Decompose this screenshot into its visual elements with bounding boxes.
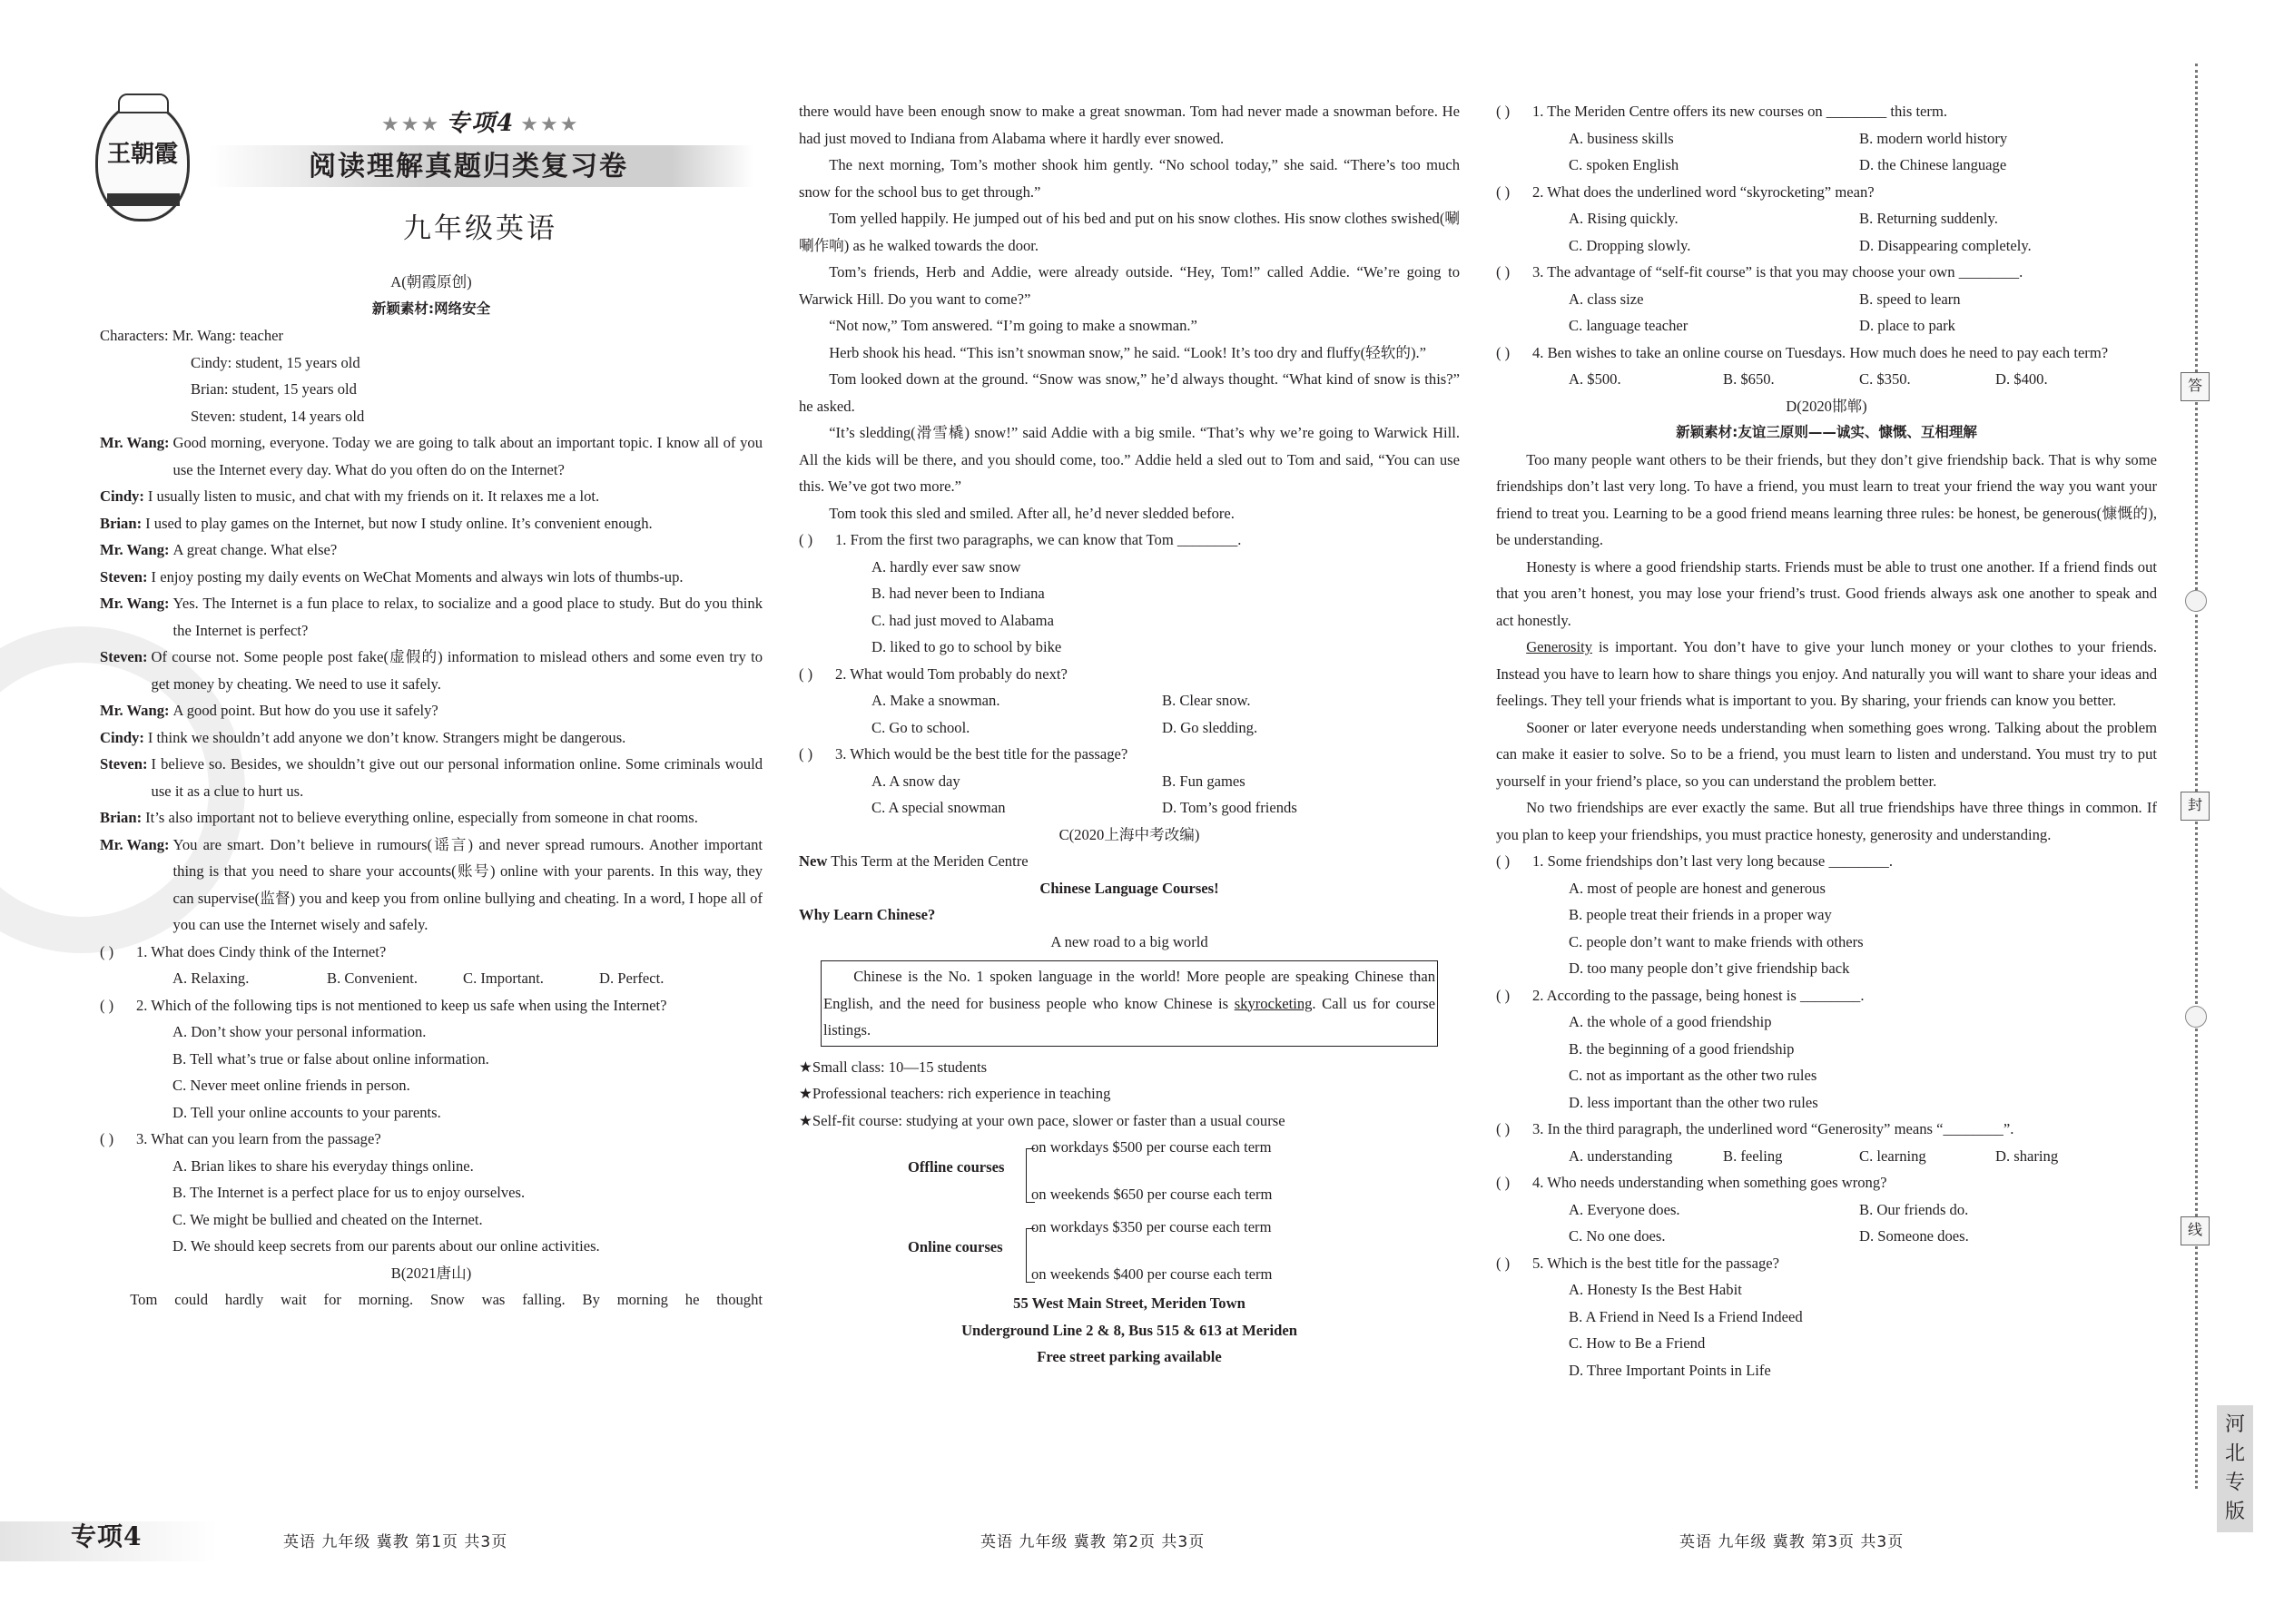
answer-blank: ( )	[1496, 852, 1511, 870]
section-b-cont: there would have been enough snow to make a great snowman. Tom had never made a snowman before. He had just moved to Indiana from Alabama where it hardly ever snowed.	[799, 103, 1460, 147]
option: B. had never been to Indiana	[871, 585, 1045, 602]
section-b-heading: B(2021唐山)	[390, 1264, 472, 1282]
speaker: Cindy:	[100, 487, 144, 505]
question	[799, 527, 1460, 554]
feature-small-class: ★Small class: 10—15 students	[799, 1058, 988, 1076]
binding-tab-3: 线	[2181, 1216, 2210, 1245]
option: D. Tom’s good friends	[1162, 799, 1297, 816]
speech: I believe so. Besides, we shouldn’t give out our personal information online. Some criminals would use it as a clue to hurt us.	[151, 755, 763, 800]
answer-blank: ( )	[1496, 1174, 1511, 1191]
page-subtitle: 阅读理解真题归类复习卷	[309, 151, 628, 182]
dialogue-line	[100, 724, 763, 752]
speech: A great change. What else?	[172, 541, 338, 558]
question-text: 1. Some friendships don’t last very long because ________.	[1532, 852, 1893, 870]
dialogue-line	[100, 644, 763, 697]
option: D. too many people don’t give friendship back	[1569, 960, 1850, 977]
b-paragraph: Tom took this sled and smiled. After all, he’d never sledded before.	[829, 504, 1235, 522]
speech: I enjoy posting my daily events on WeChat Moments and always win lots of thumbs-up.	[151, 567, 684, 586]
speech: I think we shouldn’t add anyone we don’t know. Strangers might be dangerous.	[147, 728, 626, 746]
option: B. Tell what’s true or false about online information.	[172, 1049, 489, 1068]
binding-tab-1: 答	[2181, 372, 2210, 401]
option: B. Fun games	[1162, 772, 1245, 790]
b-paragraph: “It’s sledding(滑雪橇) snow!” said Addie with a big smile. “That’s why we’re going to Warwick Hill. All the kids will be there, and you should come, too.” Addie held a sled out to Tom and said, “You can use this. We’ve got two more.”	[799, 424, 1460, 495]
footer-page-2: 英语 九年级 冀教 第2页 共3页	[980, 1533, 1206, 1551]
d-paragraph-generosity: Generosity is important. You don’t have to give your lunch money or your clothes to your friends. Instead you have to learn how to share things you enjoy. And naturally you will want to share your ideas and feelings. They tell your friends what is important to you. By sharing, your friends can know you better.	[1496, 638, 2157, 709]
why-learn: Why Learn Chinese?	[799, 906, 936, 923]
offline-courses: Offline courses on workdays $500 per course each term on weekends $650 per course each term	[908, 1138, 1273, 1203]
question-text: 3. What can you learn from the passage?	[136, 1130, 381, 1147]
section-b-first-line: Tom could hardly wait for morning. Snow was falling. By morning he thought	[130, 1291, 763, 1308]
parking-line: Free street parking available	[1037, 1348, 1222, 1365]
speech: It’s also important not to believe everything online, especially from someone in chat rooms.	[145, 809, 698, 826]
section-a-questions	[100, 939, 763, 1260]
b-paragraph: “Not now,” Tom answered. “I’m going to make a snowman.”	[829, 317, 1197, 334]
question-text: 5. Which is the best title for the passage?	[1532, 1254, 1780, 1272]
speech: A good point. But how do you use it safely?	[172, 702, 438, 719]
answer-blank: ( )	[100, 942, 114, 960]
answer-blank: ( )	[799, 531, 813, 548]
options-grid	[799, 768, 1460, 822]
options-row	[1496, 366, 2157, 393]
option: D. less important than the other two rules	[1569, 1093, 1818, 1111]
option: D. Three Important Points in Life	[1569, 1361, 1771, 1379]
dialogue-line	[100, 751, 763, 804]
b-paragraph: The next morning, Tom’s mother shook him gently. “No school today,” she said. “There’s too much snow for the school bus to get through.”	[799, 156, 1460, 201]
speaker: Mr. Wang:	[100, 835, 170, 853]
question-text: 4. Who needs understanding when something goes wrong?	[1532, 1174, 1887, 1191]
option: A. Make a snowman.	[871, 692, 1000, 709]
column-3	[1496, 98, 2157, 1383]
d-paragraph: Sooner or later everyone needs understanding when something goes wrong. Talking about the problem can make it easier to solve. So to be a friend, you must learn to listen and understand. You must try to put yourself in your friend’s place, so you can understand the problem better.	[1496, 718, 2157, 790]
speech: You are smart. Don’t believe in rumours(谣言) and never spread rumours. Another important thing is that you need to share your accounts(账号) online with your parents. In this way, they can supervise(监督) you and keep you from online bullying and cheating. In a word, I hope all of you can use the Internet wisely and safely.	[172, 835, 763, 933]
answer-blank: ( )	[1496, 986, 1511, 1004]
option: D. the Chinese language	[1859, 156, 2007, 173]
option: C. not as important as the other two rules	[1569, 1067, 1817, 1084]
option: D. sharing	[1995, 1147, 2059, 1165]
dialogue-line	[100, 590, 763, 644]
answer-blank: ( )	[100, 1130, 114, 1147]
answer-blank: ( )	[1496, 182, 1511, 201]
section-a-topic: 新颖素材:网络安全	[371, 300, 491, 317]
section-d-heading: D(2020邯郸)	[1786, 397, 1867, 415]
speaker: Brian:	[100, 514, 143, 532]
option: B. $650.	[1723, 370, 1775, 388]
dialogue-line	[100, 429, 763, 483]
question	[1496, 1169, 2157, 1196]
option: A. Rising quickly.	[1569, 210, 1679, 227]
new-road: A new road to a big world	[1050, 932, 1208, 950]
option: A. the whole of a good friendship	[1569, 1013, 1772, 1030]
speaker: Brian:	[100, 809, 143, 826]
option: A. business skills	[1569, 129, 1674, 147]
dialogue-line	[100, 832, 763, 939]
section-c-heading: C(2020上海中考改编)	[1058, 825, 1200, 843]
option: D. place to park	[1859, 317, 1955, 334]
question-text: 3. The advantage of “self-fit course” is that you may choose your own ________.	[1532, 263, 2023, 281]
option: D. Disappearing completely.	[1859, 236, 2032, 254]
header-special-label: 专项4	[446, 110, 516, 137]
option: C. language teacher	[1569, 317, 1689, 334]
online-courses: Online courses on workdays $350 per course each term on weekends $400 per course each term	[908, 1218, 1273, 1283]
option: A. Honesty Is the Best Habit	[1569, 1281, 1742, 1298]
footer-tag: 专项4	[71, 1521, 143, 1551]
option: A. A snow day	[871, 772, 960, 790]
question-text: 4. Ben wishes to take an online course on Tuesdays. How much does he need to pay each term?	[1532, 343, 2109, 361]
question	[1496, 1116, 2157, 1143]
option: C. No one does.	[1569, 1227, 1666, 1245]
d-paragraph: Honesty is where a good friendship starts. Friends must be able to trust one another. If a friend finds out that you aren’t honest, you may lose your friend’s trust. Good friends always ask one another to speak and act honestly.	[1496, 557, 2157, 629]
speaker: Cindy:	[100, 728, 144, 746]
option: D. Tell your online accounts to your parents.	[172, 1103, 441, 1121]
speech: I used to play games on the Internet, but now I study online. It’s convenient enough.	[145, 514, 653, 532]
binding-tab-2: 封	[2181, 792, 2210, 821]
question	[1496, 848, 2157, 875]
option: B. Clear snow.	[1162, 692, 1251, 709]
section-d-questions	[1496, 848, 2157, 1383]
footer-page-3: 英语 九年级 冀教 第3页 共3页	[1679, 1533, 1905, 1551]
feature-self-fit: ★Self-fit course: studying at your own pace, slower or faster than a usual course	[799, 1111, 1285, 1129]
option: B. A Friend in Need Is a Friend Indeed	[1569, 1307, 1803, 1325]
column-1	[100, 269, 763, 1314]
option: B. feeling	[1723, 1147, 1783, 1165]
option: A. Brian likes to share his everyday things online.	[172, 1156, 474, 1175]
option: A. Relaxing.	[172, 969, 250, 987]
page-grade-title: 九年级英语	[403, 212, 557, 245]
option: B. speed to learn	[1859, 290, 1961, 308]
address-line: 55 West Main Street, Meriden Town	[1013, 1294, 1245, 1312]
option: A. hardly ever saw snow	[871, 557, 1021, 576]
option: C. Go to school.	[871, 718, 970, 736]
transport-line: Underground Line 2 & 8, Bus 515 & 613 at Meriden	[961, 1321, 1297, 1339]
question-text: 2. What would Tom probably do next?	[835, 664, 1068, 683]
question-text: 2. Which of the following tips is not mentioned to keep us safe when using the Internet?	[136, 996, 667, 1014]
option: C. had just moved to Alabama	[871, 611, 1054, 629]
question	[100, 1126, 763, 1153]
option: B. people treat their friends in a proper way	[1569, 906, 1832, 923]
info-box: Chinese is the No. 1 spoken language in the world! More people are speaking Chinese than English, and the need for business people who know Chinese is skyrocketing. Call us for course listings.	[821, 960, 1438, 1047]
question-text: 3. Which would be the best title for the passage?	[835, 745, 1128, 763]
dialogue-line	[100, 564, 763, 591]
option: D. Someone does.	[1859, 1227, 1969, 1245]
speaker: Mr. Wang:	[100, 595, 170, 612]
b-paragraph: Herb shook his head. “This isn’t snowman snow,” he said. “Look! It’s too dry and fluffy(轻软的).”	[829, 343, 1426, 361]
option: B. the beginning of a good friendship	[1569, 1039, 1795, 1058]
options-grid	[1496, 286, 2157, 340]
options-grid	[1496, 125, 2157, 179]
option: C. Dropping slowly.	[1569, 236, 1691, 254]
option: A. Everyone does.	[1569, 1200, 1680, 1218]
option: C. Important.	[463, 969, 544, 987]
section-b-questions	[799, 527, 1460, 822]
feature-teachers: ★Professional teachers: rich experience in teaching	[799, 1085, 1111, 1102]
b-paragraph: Tom looked down at the ground. “Snow was snow,” he’d always thought. “What kind of snow is this?” he asked.	[799, 370, 1460, 415]
header-stars-title: ★★★ 专项4 ★★★	[381, 110, 580, 137]
option: D. Go sledding.	[1162, 718, 1258, 736]
option: B. modern world history	[1859, 129, 2008, 147]
options-row	[1496, 1143, 2157, 1170]
speaker: Steven:	[100, 567, 148, 586]
speaker: Steven:	[100, 755, 148, 773]
option: D. $400.	[1995, 370, 2048, 388]
question	[799, 661, 1460, 688]
question	[100, 939, 763, 966]
question	[1496, 179, 2157, 206]
option: B. Convenient.	[327, 969, 418, 987]
dialogue	[100, 429, 763, 939]
question-text: 2. What does the underlined word “skyrocketing” mean?	[1532, 182, 1875, 201]
option: C. How to Be a Friend	[1569, 1334, 1706, 1352]
option: C. spoken English	[1569, 156, 1679, 173]
question	[1496, 1250, 2157, 1277]
options-grid	[1496, 1196, 2157, 1250]
speech: Good morning, everyone. Today we are going to talk about an important topic. I know all of you use the Internet every day. What do you often do on the Internet?	[172, 434, 763, 478]
characters-line: Characters: Mr. Wang: teacher	[100, 327, 284, 344]
speech: I usually listen to music, and chat with my friends on it. It relaxes me a lot.	[147, 487, 600, 505]
answer-blank: ( )	[799, 664, 813, 683]
question-text: 3. In the third paragraph, the underlined word “Generosity” means “________”.	[1532, 1120, 2014, 1137]
option: C. We might be bullied and cheated on the Internet.	[172, 1210, 483, 1228]
speaker: Mr. Wang:	[100, 541, 170, 558]
speaker: Mr. Wang:	[100, 434, 170, 451]
option: A. Don’t show your personal information.	[172, 1023, 427, 1040]
section-d-topic: 新颖素材:友谊三原则——诚实、慷慨、互相理解	[1676, 424, 1977, 440]
characters-line: Cindy: student, 15 years old	[191, 353, 360, 371]
option: C. $350.	[1859, 370, 1911, 388]
answer-blank: ( )	[1496, 103, 1511, 120]
speaker: Steven:	[100, 648, 148, 665]
new-term-line: New This Term at the Meriden Centre	[799, 852, 1029, 870]
options-row	[100, 965, 763, 992]
options-grid	[799, 687, 1460, 741]
binding-seal-1	[2185, 590, 2207, 612]
answer-blank: ( )	[1496, 343, 1511, 361]
question	[1496, 982, 2157, 1009]
options-grid	[1496, 205, 2157, 259]
question-text: 1. The Meriden Centre offers its new courses on ________ this term.	[1532, 103, 1948, 120]
question	[1496, 259, 2157, 286]
b-paragraph: Tom yelled happily. He jumped out of his bed and put on his snow clothes. His snow clothes swished(唰唰作响) as he walked towards the door.	[799, 210, 1460, 254]
answer-blank: ( )	[100, 996, 114, 1014]
question	[100, 992, 763, 1019]
dialogue-line	[100, 510, 763, 537]
speech: Yes. The Internet is a fun place to relax, to socialize and a good place to study. But do you think the Internet is perfect?	[172, 595, 763, 639]
b-paragraph: Tom’s friends, Herb and Addie, were already outside. “Hey, Tom!” called Addie. “We’re going to Warwick Hill. Do you want to come?”	[799, 263, 1460, 308]
option: B. Returning suddenly.	[1859, 210, 1998, 227]
speaker: Mr. Wang:	[100, 702, 170, 719]
section-c-questions	[1496, 98, 2157, 393]
answer-blank: ( )	[799, 745, 813, 763]
d-paragraph: Too many people want others to be their friends, but they don’t give friendship back. That is why some friendships don’t last very long. To have a friend, you must learn to treat your friend the way you want your friend to treat you. Learning to be a good friend means learning three rules: be honest, be generous(慷慨的), be understanding.	[1496, 450, 2157, 548]
question-text: 1. What does Cindy think of the Internet?	[136, 942, 387, 960]
option: C. people don’t want to make friends with others	[1569, 932, 1864, 950]
question-text: 1. From the first two paragraphs, we can know that Tom ________.	[835, 531, 1242, 548]
option: D. We should keep secrets from our parents about our online activities.	[172, 1237, 600, 1255]
footer-page-1: 英语 九年级 冀教 第1页 共3页	[283, 1533, 508, 1551]
courses-title: Chinese Language Courses!	[1039, 879, 1219, 897]
dialogue-line	[100, 536, 763, 564]
dialogue-line	[100, 697, 763, 724]
column-2	[799, 98, 1460, 1371]
option: A. understanding	[1569, 1147, 1673, 1165]
logo: 王朝霞	[95, 102, 190, 221]
option: C. learning	[1859, 1147, 1926, 1165]
option: C. A special snowman	[871, 799, 1006, 816]
option: A. most of people are honest and generous	[1569, 879, 1826, 897]
question	[1496, 98, 2157, 125]
characters-line: Brian: student, 15 years old	[191, 380, 357, 398]
option: C. Never meet online friends in person.	[172, 1077, 410, 1094]
binding-seal-2	[2185, 1006, 2207, 1028]
option: A. class size	[1569, 290, 1644, 308]
answer-blank: ( )	[1496, 1254, 1511, 1272]
option: B. The Internet is a perfect place for us to enjoy ourselves.	[172, 1184, 526, 1201]
speech: Of course not. Some people post fake(虚假的) information to mislead others and some even try to get money by cheating. We need to use it safely.	[151, 648, 763, 693]
characters-line: Steven: student, 14 years old	[191, 407, 365, 425]
section-a-heading: A(朝霞原创)	[390, 273, 472, 290]
question	[799, 741, 1460, 768]
option: D. liked to go to school by bike	[871, 638, 1062, 655]
option: B. Our friends do.	[1859, 1200, 1969, 1218]
binding-line	[2195, 64, 2198, 1489]
question-text: 2. According to the passage, being honest is ________.	[1532, 986, 1865, 1004]
answer-blank: ( )	[1496, 263, 1511, 281]
section-b-paragraphs	[799, 152, 1460, 527]
answer-blank: ( )	[1496, 1120, 1511, 1137]
option: A. $500.	[1569, 370, 1621, 388]
option: D. Perfect.	[599, 969, 665, 987]
edition-label: 河北专版	[2217, 1405, 2253, 1532]
dialogue-line	[100, 483, 763, 510]
d-paragraph: No two friendships are ever exactly the same. But all true friendships have three things in common. If you plan to keep your friendships, you must practice honesty, generosity and understanding.	[1496, 799, 2157, 843]
question	[1496, 340, 2157, 367]
dialogue-line	[100, 804, 763, 832]
